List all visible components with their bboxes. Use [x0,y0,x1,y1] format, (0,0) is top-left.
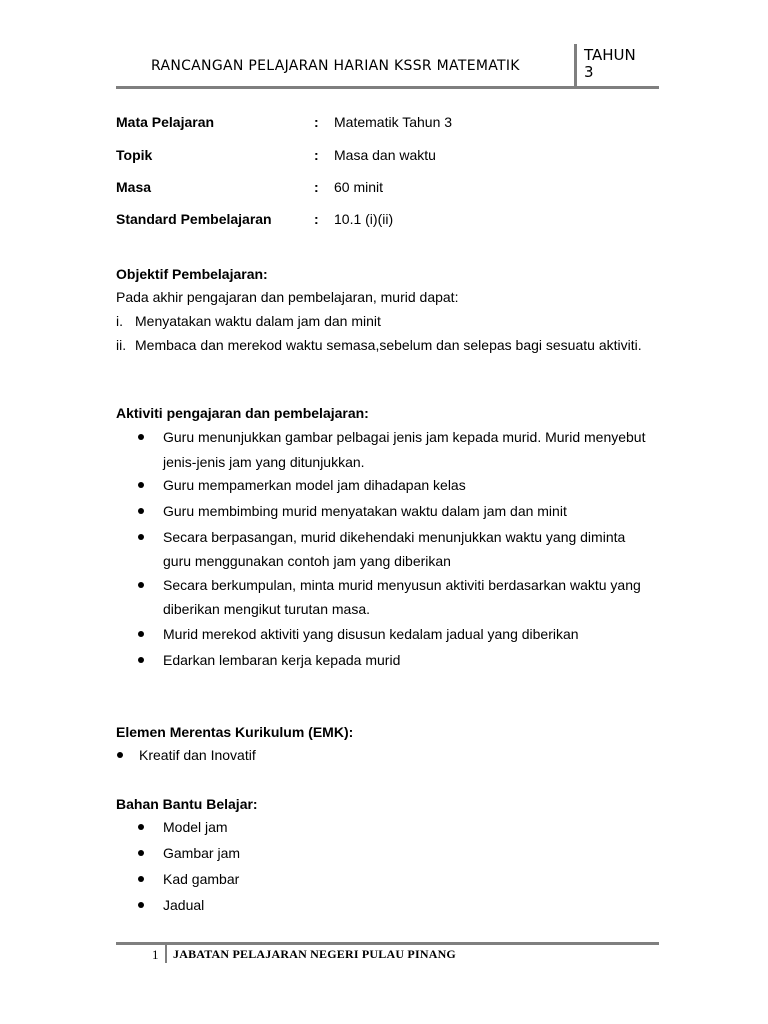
page-number: 1 [152,947,159,962]
info-label: Topik [116,147,153,163]
bullet-icon [138,534,144,540]
bullet-icon [138,850,144,856]
footer-divider [165,944,167,963]
info-value: 10.1 (i)(ii) [334,211,394,227]
bahan-item: Jadual [163,897,205,913]
info-colon: : [314,147,319,163]
bullet-icon [138,482,144,488]
bahan-item: Kad gambar [163,871,240,887]
info-label: Masa [116,179,152,195]
emk-heading: Elemen Merentas Kurikulum (EMK): [116,724,354,740]
bullet-icon [138,582,144,588]
info-colon: : [314,211,319,227]
info-label: Standard Pembelajaran [116,211,272,227]
aktiviti-line: diberikan mengikut turutan masa. [163,601,370,617]
header-rule [116,86,659,89]
bullet-icon [138,508,144,514]
info-value: Matematik Tahun 3 [334,114,453,130]
info-label: Mata Pelajaran [116,114,215,130]
header-divider [574,44,577,88]
bullet-icon [138,631,144,637]
header-tahun-number: 3 [584,63,594,81]
header-tahun-label: TAHUN [584,46,636,64]
bullet-icon [138,824,144,830]
objektif-item-number: i. [116,313,123,329]
objektif-intro: Pada akhir pengajaran dan pembelajaran, murid dapat: [116,289,459,305]
bahan-heading: Bahan Bantu Belajar: [116,796,258,812]
bullet-icon [138,902,144,908]
aktiviti-line: guru menggunakan contoh jam yang diberikan [163,553,451,569]
objektif-heading: Objektif Pembelajaran: [116,266,268,282]
footer-rule [116,942,659,945]
aktiviti-line: Murid merekod aktiviti yang disusun kedalam jadual yang diberikan [163,626,579,642]
objektif-item-text: Membaca dan merekod waktu semasa,sebelum dan selepas bagi sesuatu aktiviti. [135,337,642,353]
aktiviti-line: jenis-jenis jam yang ditunjukkan. [163,454,365,470]
bullet-icon [117,752,123,758]
bahan-item: Model jam [163,819,228,835]
aktiviti-heading: Aktiviti pengajaran dan pembelajaran: [116,405,369,421]
objektif-item-text: Menyatakan waktu dalam jam dan minit [135,313,381,329]
info-colon: : [314,114,319,130]
info-colon: : [314,179,319,195]
objektif-item-number: ii. [116,337,127,353]
bahan-item: Gambar jam [163,845,241,861]
bullet-icon [138,657,144,663]
emk-item: Kreatif dan Inovatif [139,747,256,763]
info-value: Masa dan waktu [334,147,436,163]
footer-text: JABATAN PELAJARAN NEGERI PULAU PINANG [173,947,456,961]
bullet-icon [138,434,144,440]
aktiviti-line: Secara berkumpulan, minta murid menyusun aktiviti berdasarkan waktu yang [163,577,641,593]
info-value: 60 minit [334,179,384,195]
aktiviti-line: Guru mempamerkan model jam dihadapan kelas [163,477,466,493]
header-tahun [584,47,636,81]
aktiviti-line: Edarkan lembaran kerja kepada murid [163,652,401,668]
aktiviti-line: Secara berpasangan, murid dikehendaki menunjukkan waktu yang diminta [163,529,626,545]
document-header-title: RANCANGAN PELAJARAN HARIAN KSSR MATEMATIK [151,58,520,74]
bullet-icon [138,876,144,882]
aktiviti-line: Guru menunjukkan gambar pelbagai jenis jam kepada murid. Murid menyebut [163,429,646,445]
aktiviti-line: Guru membimbing murid menyatakan waktu dalam jam dan minit [163,503,567,519]
